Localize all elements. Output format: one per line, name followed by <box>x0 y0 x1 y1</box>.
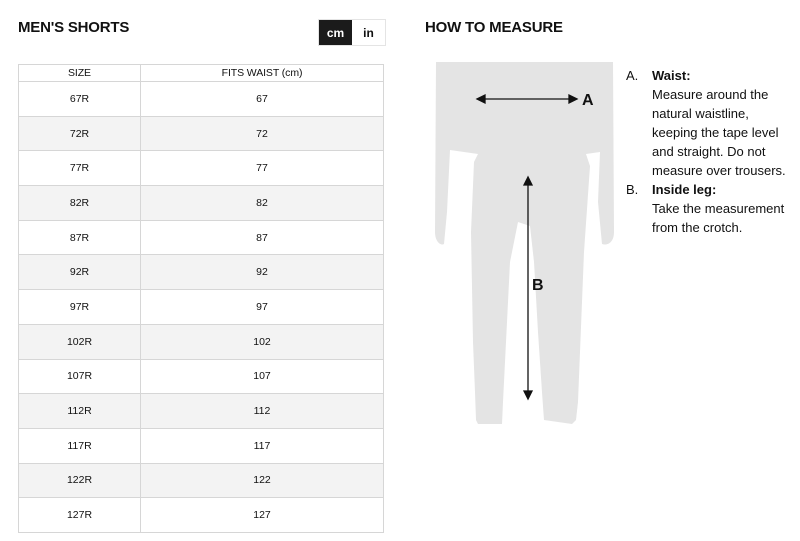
instruction-heading: Inside leg: <box>652 182 717 197</box>
waist-cell: 102 <box>141 324 384 359</box>
waist-cell: 92 <box>141 255 384 290</box>
size-cell: 87R <box>19 220 141 255</box>
table-row <box>19 186 384 221</box>
unit-in-button[interactable]: in <box>352 20 385 45</box>
size-cell: 127R <box>19 498 141 533</box>
instruction-inside-leg <box>626 180 796 237</box>
table-row <box>19 428 384 463</box>
column-header-size: SIZE <box>19 65 141 82</box>
instruction-heading: Waist: <box>652 68 691 83</box>
waist-cell: 112 <box>141 394 384 429</box>
table-row <box>19 116 384 151</box>
waist-cell: 82 <box>141 186 384 221</box>
size-cell: 112R <box>19 394 141 429</box>
table-row <box>19 151 384 186</box>
instruction-text: Measure around the natural waistline, keeping the tape level and straight. Do not measure over trousers. <box>652 87 786 178</box>
table-row <box>19 82 384 117</box>
size-cell: 92R <box>19 255 141 290</box>
waist-cell: 87 <box>141 220 384 255</box>
how-to-measure-title: HOW TO MEASURE <box>425 19 563 36</box>
measure-instructions <box>626 66 796 237</box>
body-silhouette <box>435 62 614 424</box>
size-cell: 107R <box>19 359 141 394</box>
table-row <box>19 498 384 533</box>
size-cell: 97R <box>19 290 141 325</box>
table-row <box>19 255 384 290</box>
body-figure-illustration <box>430 62 630 432</box>
size-cell: 122R <box>19 463 141 498</box>
table-header-row <box>19 65 384 82</box>
figure-label-a: A <box>582 92 594 109</box>
waist-cell: 67 <box>141 82 384 117</box>
instruction-marker: B. <box>626 182 639 197</box>
table-row <box>19 394 384 429</box>
table-row <box>19 463 384 498</box>
size-cell: 72R <box>19 116 141 151</box>
table-row <box>19 220 384 255</box>
column-header-waist: FITS WAIST (cm) <box>141 65 384 82</box>
waist-cell: 77 <box>141 151 384 186</box>
instruction-text: Take the measurement from the crotch. <box>652 201 785 235</box>
waist-cell: 122 <box>141 463 384 498</box>
figure-label-b: B <box>532 277 544 294</box>
instruction-waist <box>626 66 796 180</box>
size-cell: 117R <box>19 428 141 463</box>
size-cell: 102R <box>19 324 141 359</box>
waist-cell: 107 <box>141 359 384 394</box>
size-cell: 82R <box>19 186 141 221</box>
size-cell: 77R <box>19 151 141 186</box>
waist-cell: 97 <box>141 290 384 325</box>
instruction-marker: A. <box>626 68 639 83</box>
waist-cell: 127 <box>141 498 384 533</box>
table-row <box>19 290 384 325</box>
table-row <box>19 324 384 359</box>
table-row <box>19 359 384 394</box>
unit-toggle <box>318 19 386 46</box>
size-table <box>18 64 384 533</box>
waist-cell: 72 <box>141 116 384 151</box>
unit-cm-button[interactable]: cm <box>319 20 352 45</box>
size-chart-title: MEN'S SHORTS <box>18 19 130 36</box>
waist-cell: 117 <box>141 428 384 463</box>
size-cell: 67R <box>19 82 141 117</box>
